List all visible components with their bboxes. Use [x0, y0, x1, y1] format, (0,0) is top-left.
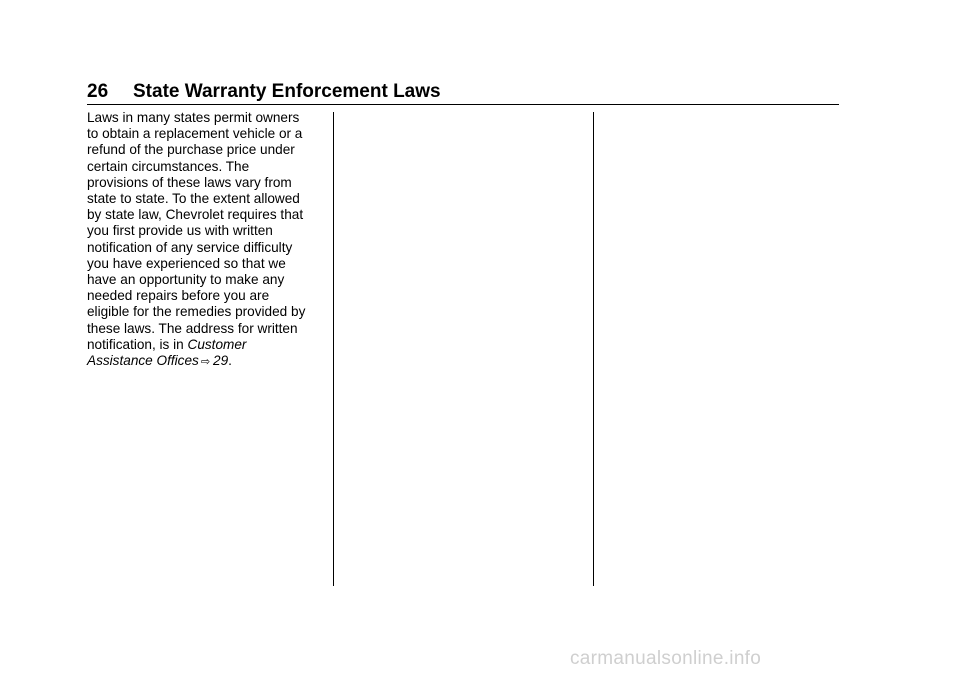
- cross-reference-link-part2[interactable]: Assistance Offices: [87, 353, 199, 369]
- cross-reference-link-part1[interactable]: Customer: [187, 336, 247, 352]
- body-line-prefix: notification, is in: [87, 336, 188, 352]
- body-line-with-link: [87, 353, 327, 370]
- page-number: 26: [87, 81, 109, 102]
- body-line: you first provide us with written: [87, 223, 273, 239]
- body-line: eligible for the remedies provided by: [87, 304, 306, 320]
- watermark: carmanualsonline.info: [570, 648, 762, 669]
- body-line: by state law, Chevrolet requires that: [87, 207, 304, 223]
- body-line: state to state. To the extent allowed: [87, 191, 300, 207]
- body-line: notification of any service difficulty: [87, 239, 293, 255]
- body-line: these laws. The address for written: [87, 320, 298, 336]
- body-line: needed repairs before you are: [87, 288, 270, 304]
- end-punctuation: .: [228, 353, 232, 369]
- body-line: Laws in many states permit owners: [87, 110, 300, 125]
- body-line: certain circumstances. The: [87, 158, 250, 174]
- body-line: you have experienced so that we: [87, 255, 286, 271]
- column-divider: [593, 112, 594, 586]
- body-line: to obtain a replacement vehicle or a: [87, 126, 303, 142]
- body-line-with-link: [87, 337, 327, 353]
- page-reference-arrow-icon: ⇨: [200, 355, 211, 369]
- page-header: [87, 80, 839, 105]
- body-line: have an opportunity to make any: [87, 272, 285, 288]
- section-title: State Warranty Enforcement Laws: [133, 81, 441, 102]
- cross-reference-page[interactable]: 29: [213, 353, 229, 369]
- body-line: provisions of these laws vary from: [87, 174, 292, 190]
- body-paragraph: [87, 110, 327, 370]
- column-divider: [333, 112, 334, 586]
- body-line: refund of the purchase price under: [87, 142, 295, 158]
